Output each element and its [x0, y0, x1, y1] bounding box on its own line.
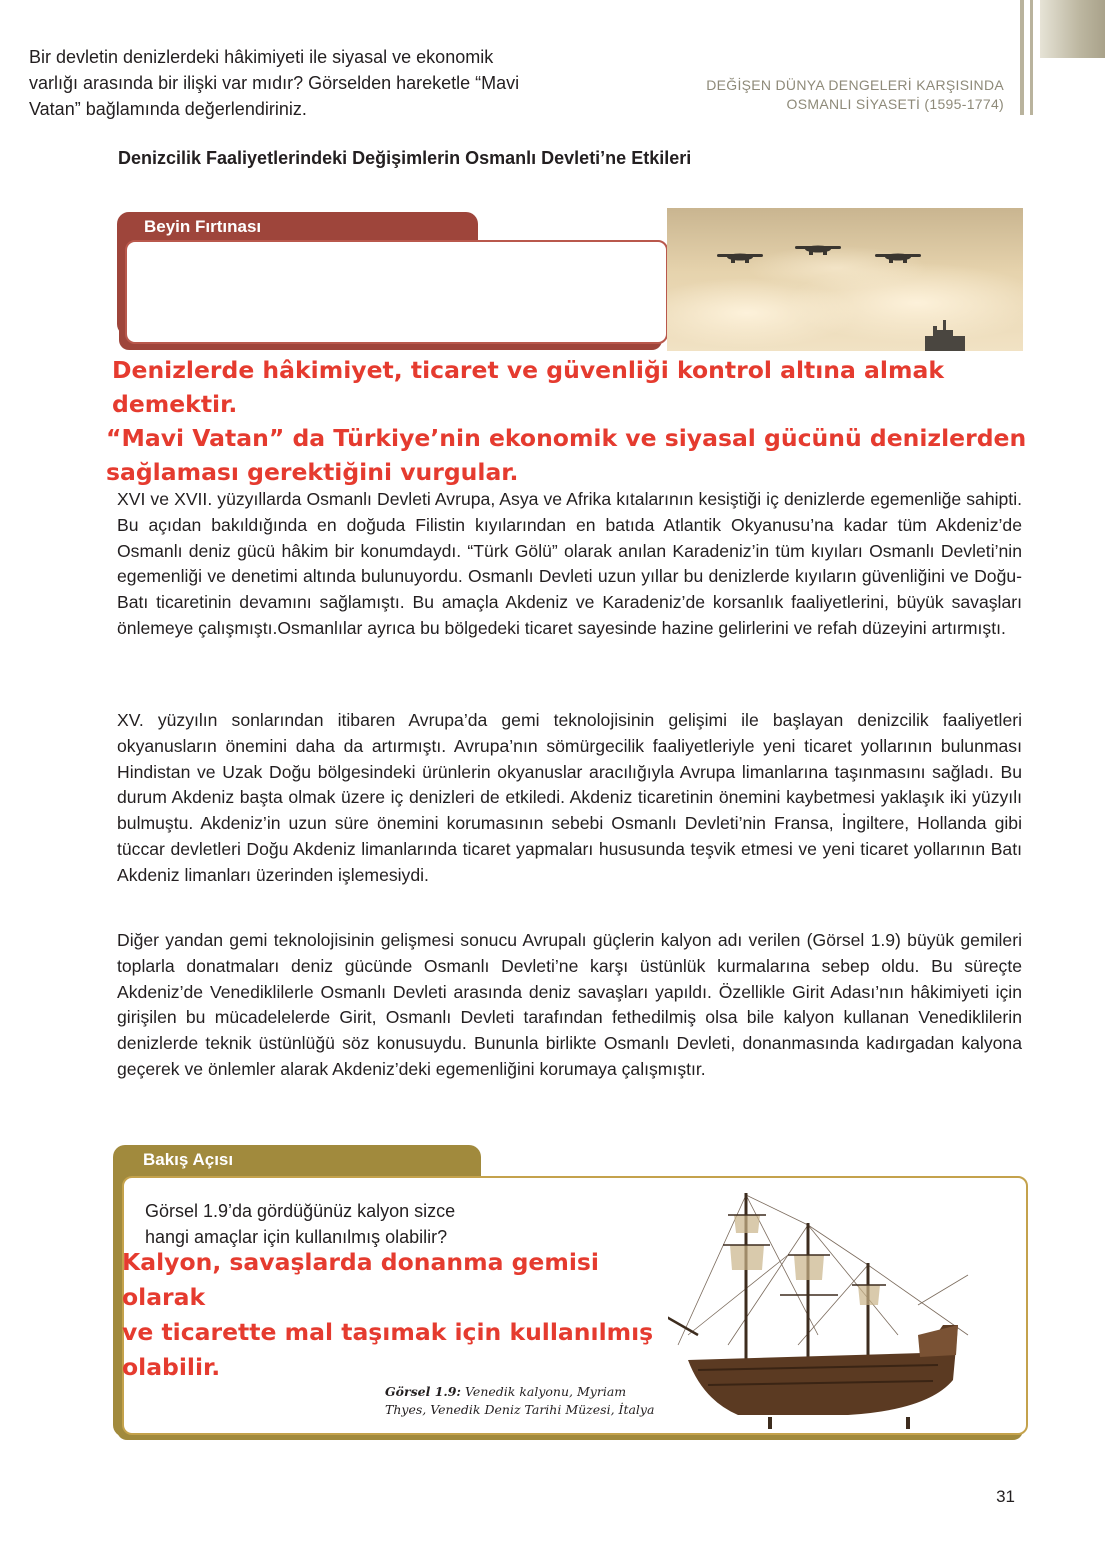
brainstorm-card [125, 240, 668, 344]
page-number: 31 [996, 1487, 1015, 1506]
header-decoration-line [1020, 0, 1024, 115]
brainstorm-answer [106, 353, 1046, 489]
brainstorm-answer-line2: “Mavi Vatan” da Türkiye’nin ekonomik ve siyasal gücünü denizlerden [106, 424, 1027, 452]
rigging-lines [678, 1195, 968, 1345]
running-head-line1: DEĞİŞEN DÜNYA DENGELERİ KARŞISINDA [706, 77, 1004, 93]
perspective-question [145, 1198, 455, 1250]
paragraph-2: XV. yüzyılın sonlarından itibaren Avrupa’da gemi teknolojisinin gelişimi ile başlayan denizcilik faaliyetleri okyanusların önemini daha da artırmıştı. Avrupa’nın sömürgecilik faaliyetleriyle yeni ticaret yollarının bulunması Hindistan ve Uzak Doğu bölgesindeki ürünlerin okyanuslar aracılığıyla Avrupa limanlarına taşınmasını sağladı. Bu durum Akdeniz başta olmak üzere iç denizleri de etkiledi. Akdeniz ticaretinin önemini kaybetmesi yaklaşık iki yüzyılı bulmuştu. Akdeniz’in uzun süre önemini korumasının sebebi Osmanlı Devleti’nin Fransa, İngiltere, Hollanda gibi tüccar devletleri Doğu Akdeniz limanlarında ticaret yapmaları hususunda teşvik etmesi ve yeni ticaret yollarının Batı Akdeniz limanları üzerinden işlemesiydi. [117, 710, 1022, 885]
caption-line2: Thyes, Venedik Deniz Tarihi Müzesi, İtalya [385, 1402, 655, 1417]
brainstorm-question: Bir devletin denizlerdeki hâkimiyeti ile siyasal ve ekonomik varlığı arasında bir ilişki var mıdır? Görselden hareketle “Mavi Vatan” bağlamında değerlendiriniz. [29, 47, 520, 119]
header-decoration-block [1040, 0, 1105, 58]
running-head [706, 76, 1004, 114]
paragraph-1: XVI ve XVII. yüzyıllarda Osmanlı Devleti Avrupa, Asya ve Afrika kıtalarının kesiştiği iç denizlerde egemenliğe sahipti. Bu açıdan bakıldığında en doğuda Filistin kıyılarından en batıda Atlantik Okyanusu’na kadar tüm Akdeniz’de Osmanlı deniz gücü hâkim bir konumdaydı. “Türk Gölü” olarak anılan Karadeniz’in tüm kıyıları Osmanlı Devleti’nin egemenliği ve denetimi altında bulunuyordu. Osmanlı Devleti uzun yıllar bu denizlerde kıyıların güvenliğini ve Doğu-Batı ticaretinin devamını sağlamıştı. Bu amaçla Akdeniz ve Karadeniz’de korsanlık faaliyetlerini, büyük savaşları önlemeye çalışmıştı.Osmanlılar ayrıca bu bölgedeki ticaret sayesinde hazine gelirlerini ve refah düzeyini artırmıştı. [117, 489, 1022, 638]
running-head-line2: OSMANLI SİYASETİ (1595-1774) [786, 96, 1004, 112]
perspective-answer [122, 1245, 682, 1385]
image-caption [385, 1383, 655, 1419]
perspective-answer-line2: ve ticarette mal taşımak için kullanılmış [122, 1318, 654, 1346]
section-title: Denizcilik Faaliyetlerindeki Değişimlerin Osmanlı Devleti’ne Etkileri [118, 148, 692, 168]
brainstorm-heading: Beyin Fırtınası [144, 217, 262, 236]
header-decoration-line [1030, 0, 1033, 115]
perspective-question-line1: Görsel 1.9’da gördüğünüz kalyon sizce [145, 1201, 456, 1221]
brainstorm-box [117, 212, 672, 348]
paragraph-3: Diğer yandan gemi teknolojisinin gelişmesi sonucu Avrupalı güçlerin kalyon adı verilen (Görsel 1.9) büyük gemileri toplarla donatmaları deniz gücünde Osmanlı Devleti’ne karşı üstünlük kurmalarına sebep oldu. Bu süreçte Akdeniz’de Venediklilerle Osmanlı Devleti arasında deniz savaşları yapıldı. Özellikle Girit Adası’nın hâkimiyeti için girişilen bu mücadelelerde Girit, Osmanlı Devleti tarafından fethedilmiş olsa bile kalyon kullanan Venediklilerin denizlerde teknik üstünlüğü söz konusuydu. Bununla birlikte Osmanlı Devleti, donanmasında kadırgadan kalyona geçerek ve önlemler alarak Akdeniz’deki egemenliğini korumaya çalışmıştır. [117, 930, 1022, 1079]
perspective-heading: Bakış Açısı [143, 1150, 234, 1169]
perspective-question-line2: hangi amaçlar için kullanılmış olabilir? [145, 1227, 448, 1247]
caption-label: Görsel 1.9: [385, 1384, 462, 1399]
masts [668, 1193, 868, 1370]
brainstorm-answer-line1: Denizlerde hâkimiyet, ticaret ve güvenliği kontrol altına almak demektir. [112, 356, 944, 418]
galleon-image [668, 1185, 983, 1430]
caption-line1: Venedik kalyonu, Myriam [465, 1384, 627, 1399]
brainstorm-answer-line3: sağlaması gerektiğini vurgular. [106, 458, 519, 486]
perspective-answer-line1: Kalyon, savaşlarda donanma gemisi olarak [122, 1248, 599, 1311]
sails [730, 1215, 880, 1305]
perspective-answer-line3: olabilir. [122, 1353, 221, 1381]
planes-photo [667, 208, 1023, 351]
